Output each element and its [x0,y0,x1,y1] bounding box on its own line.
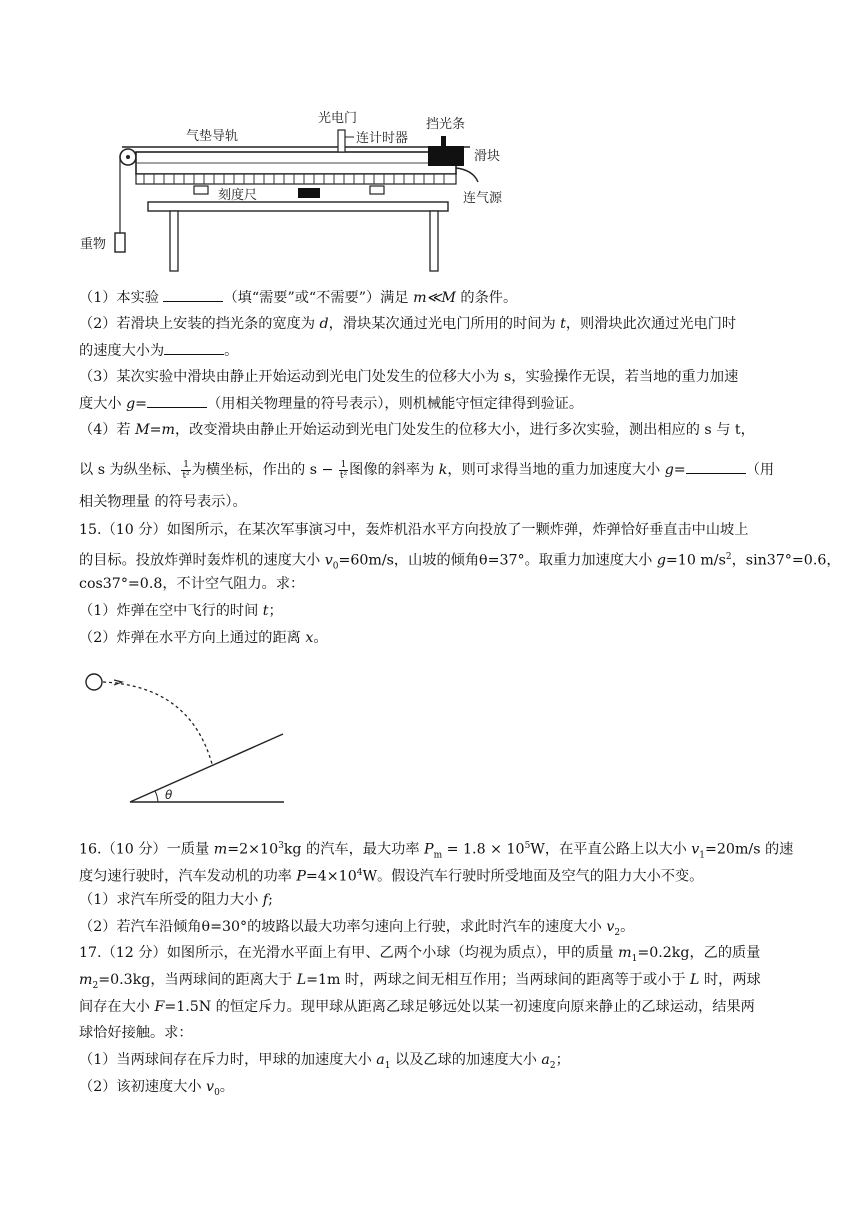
q17-line2: $m_2=0.3kg$，当两球间的距离大于 L=1m 时，两球之间无相互作用；当两球间的距离等于或小于 L 时，两球 [79,972,761,991]
q14-part4-line3: 相关物理量 的符号表示）。 [79,494,247,510]
label-ruler: 刻度尺 [218,188,258,203]
q14-part2-line1: （2）若滑块上安装的挡光条的宽度为 d，滑块某次通过光电门所用的时间为 t，则滑块此次通过光电门时 [79,316,737,332]
q16-line1: 16.（10 分）一质量 $m=2\times 10^3kg$ 的汽车，最大功率 $P_m = 1.8 \times 10^5W$，在平直公路上以大小 $v_1=20m/s$ 的速 [79,841,794,861]
answer-blank[interactable] [164,340,224,355]
q15-part2: （2）炸弹在水平方向上通过的距离 x。 [79,630,328,646]
q17-part2: （2）该初速度大小 $v_0$。 [79,1079,234,1098]
fraction: $\frac{1}{\text{t²}}$ [339,459,348,481]
fraction: $\frac{1}{\text{t²}}$ [182,459,190,481]
label-guide: 气垫导轨 [186,129,239,144]
q15-line2: 的目标。投放炸弹时轰炸机的速度大小 $v_0=60m/s$，山坡的倾角θ=37°。取重力加速度大小 g=10 $m/s^2$，sin37°=0.6， [79,552,841,572]
label-slider: 滑块 [474,149,501,164]
q15-line1: 15.（10 分）如图所示，在某次军事演习中，轰炸机沿水平方向投放了一颗炸弹，炸弹恰好垂直击中山坡上 [79,522,749,538]
q14-part1: （1）本实验 （填“需要”或“不需要”）满足 m≪M 的条件。 [79,287,517,308]
q14-part4-line2: 以 s 为纵坐标、 $\frac{1}{\text{t²}}$ 为横坐标，作出的 s − $\frac{1}{\text{t²}}$ 图像的斜率为 k，则可求得当地的重力加速度大小 g= （用 [79,459,775,481]
q14-part2-line2: 的速度大小为 。 [79,340,238,361]
answer-blank[interactable] [686,459,746,474]
q14-part3-line1: （3）某次实验中滑块由静止开始运动到光电门处发生的位移大小为 s，实验操作无误，若当地的重力加速 [79,369,739,385]
q17-line3: 间存在大小 F=1.5N 的恒定斥力。现甲球从距离乙球足够远处以某一初速度向原来静止的乙球运动，结果两 [79,999,755,1015]
air-track-figure [78,100,538,280]
label-photogate: 光电门 [318,111,358,126]
q17-line1: 17.（12 分）如图所示，在光滑水平面上有甲、乙两个小球（均视为质点），甲的质量 $m_1=0.2kg$，乙的质量 [79,945,761,964]
label-air: 连气源 [463,191,503,206]
q15-line3: cos37°=0.8，不计空气阻力。求： [79,576,305,592]
q16-line2: 度匀速行驶时，汽车发动机的功率 $P=4\times 10^4W$。假设汽车行驶时所受地面及空气的阻力大小不变。 [79,868,704,885]
q14-part3-line2: 度大小 g= （用相关物理量的符号表示），则机械能守恒定律得到验证。 [79,393,583,414]
label-weight: 重物 [80,237,107,252]
q17-part1: （1）当两球间存在斥力时，甲球的加速度大小 $a_1$ 以及乙球的加速度大小 $a_2$； [79,1052,570,1071]
answer-blank[interactable] [147,393,207,408]
q16-part1: （1）求汽车所受的阻力大小 f; [79,892,273,908]
label-shutter: 挡光条 [426,117,466,132]
q14-part4-line1: （4）若 M=m，改变滑块由静止开始运动到光电门处发生的位移大小，进行多次实验，测出相应的 s 与 t， [79,422,755,438]
answer-blank[interactable] [163,287,223,302]
q16-part2: （2）若汽车沿倾角θ=30°的坡路以最大功率匀速向上行驶，求此时汽车的速度大小 $v_2$。 [79,919,635,938]
label-timer: 连计时器 [356,131,409,146]
q17-line4: 球恰好接触。求： [79,1025,193,1041]
theta-label: θ [165,788,173,802]
q15-part1: （1）炸弹在空中飞行的时间 t； [79,603,283,619]
slope-figure [80,668,290,808]
